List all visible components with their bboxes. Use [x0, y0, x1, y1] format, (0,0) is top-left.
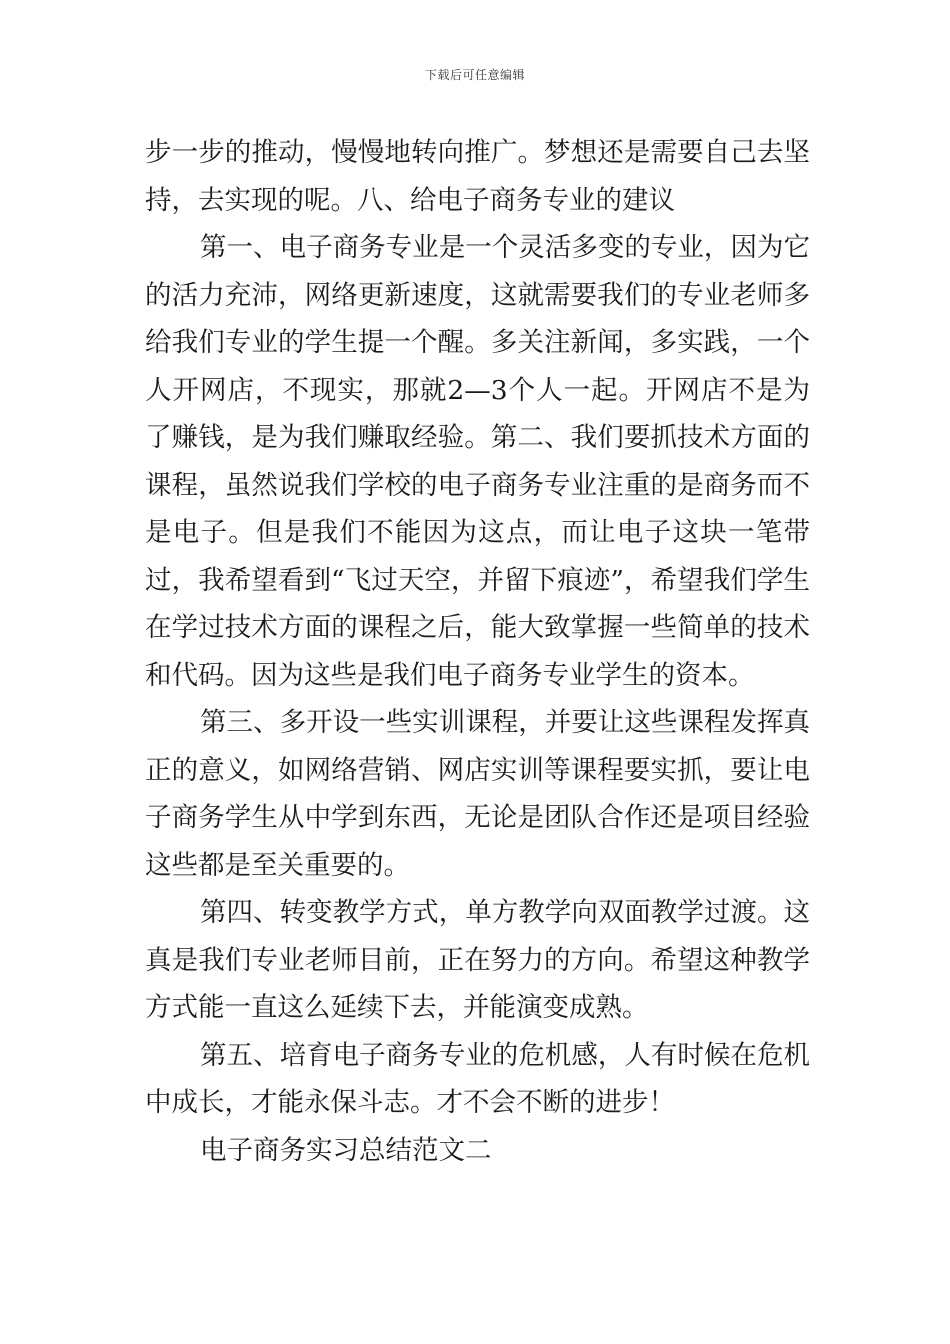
- paragraph-suggestion-5: 第五、培育电子商务专业的危机感，人有时候在危机中成长，才能永保斗志。才不会不断的进步！: [145, 1039, 810, 1118]
- header-note: 下载后可任意编辑: [424, 68, 525, 82]
- section-heading: 电子商务实习总结范文二: [200, 1134, 492, 1166]
- paragraph-suggestion-3: 第三、多开设一些实训课程，并要让这些课程发挥真正的意义，如网络营销、网店实训等课程要实抓，要让电子商务学生从中学到东西，无论是团队合作还是项目经验这些都是至关重要的。: [145, 707, 810, 881]
- paragraph-suggestion-4: 第四、转变教学方式，单方教学向双面教学过渡。这真是我们专业老师目前，正在努力的方向。希望这种教学方式能一直这么延续下去，并能演变成熟。: [145, 897, 810, 1023]
- document-body: [145, 129, 810, 1174]
- paragraph-continuation: 步一步的推动，慢慢地转向推广。梦想还是需要自己去坚持，去实现的呢。八、给电子商务专业的建议: [145, 137, 810, 216]
- paragraph-suggestion-1-2: 第一、电子商务专业是一个灵活多变的专业，因为它的活力充沛，网络更新速度，这就需要我们的专业老师多给我们专业的学生提一个醒。多关注新闻，多实践，一个人开网店，不现实，那就2—3个人一起。开网店不是为了赚钱，是为我们赚取经验。第二、我们要抓技术方面的课程，虽然说我们学校的电子商务专业注重的是商务而不是电子。但是我们不能因为这点，而让电子这块一笔带过，我希望看到“飞过天空，并留下痕迹”，希望我们学生在学过技术方面的课程之后，能大致掌握一些简单的技术和代码。因为这些是我们电子商务专业学生的资本。: [145, 232, 810, 691]
